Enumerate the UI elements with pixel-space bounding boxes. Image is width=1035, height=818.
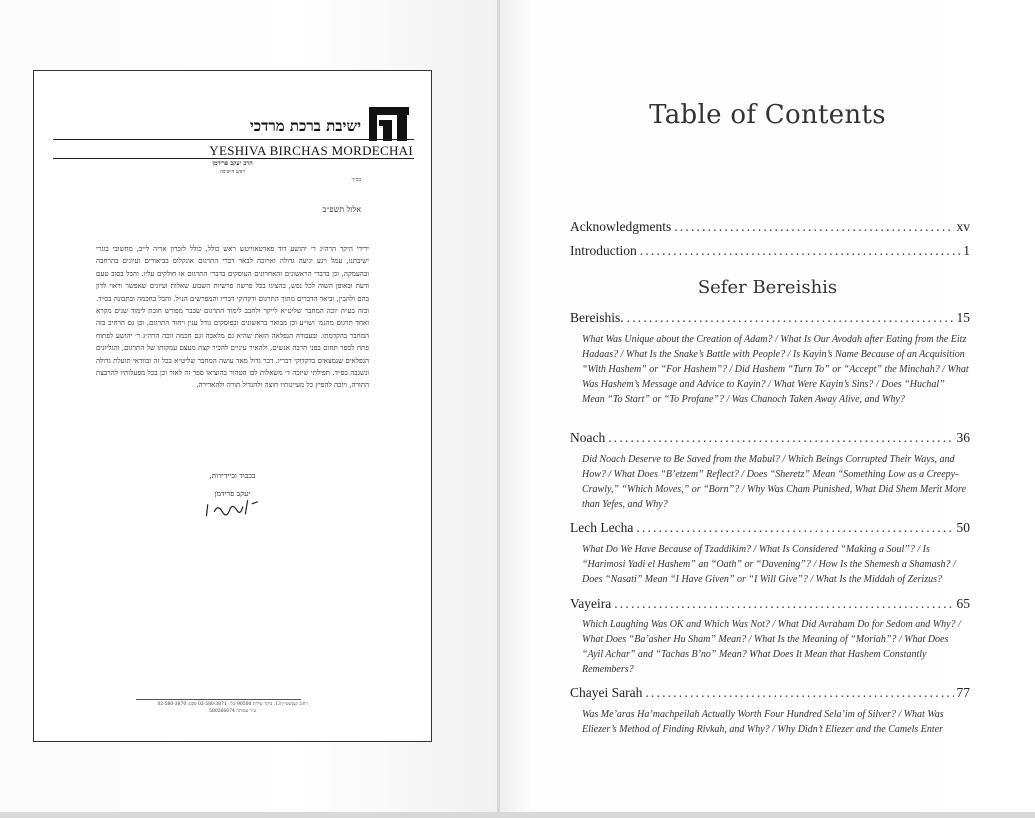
toc-entry-page: 15 (956, 310, 970, 325)
toc-entry-noach[interactable] (570, 430, 970, 446)
toc-description-noach: Did Noach Deserve to Be Saved from the Mabul? / Which Beings Corrupted Their Ways, and How? / What Does “B’etzem” Reflect? / Does “Sheretz” Mean “Something Low as a Creepy-Crawly,” “Which Moves,” or “Born”? / Why Was Cham Punished, What Did Shem Merit More than Yefes, and Why? (582, 454, 966, 510)
letter-footer-address: רחוב קצנשטיין 13, ביתר עילית 90500 טל׳: 02-580-3871 פקס: 02-580-3870 (157, 702, 308, 707)
toc-title: Table of Contents (649, 100, 886, 130)
toc-entry-lech-lecha[interactable] (570, 520, 970, 536)
footer-rule (136, 699, 301, 700)
toc-description-vayeira: Which Laughing Was OK and Which Was Not? / What Did Avraham Do for Sedom and Why? / What Does “Ba’asher Hu Sham” Mean? / What Is the Meaning of “Moriah”? / What Does “Ayil Achar” and “Tachas B’no” Mean? What Does It Mean that Hashem Constantly Remembers? (582, 619, 961, 675)
letterhead-rule-bottom (53, 158, 414, 159)
dot-leader (640, 243, 961, 259)
rav-block (34, 160, 431, 176)
toc-entry-label: Chayei Sarah (570, 685, 643, 700)
letter-signer: יעקב פרידמן (214, 489, 251, 498)
toc-entry-page: 77 (956, 685, 970, 700)
section-title: Sefer Bereishis (697, 277, 838, 298)
toc-entry-vayeira[interactable] (570, 596, 970, 612)
page-bottom-edge (0, 812, 1035, 818)
left-page (0, 0, 497, 812)
hebrew-yeshiva-name: ישיבת ברכת מרדכי (249, 117, 361, 135)
toc-entry-page: 1 (963, 243, 970, 258)
toc-entry-page: 65 (956, 596, 970, 611)
handwritten-signature (201, 495, 262, 520)
dot-leader (608, 430, 953, 446)
toc-entry-page: xv (956, 219, 970, 234)
toc-description-bereishis: What Was Unique about the Creation of Adam? / What Is Our Avodah after Eating from the Eitz Hadaas? / What Is the Snake’s Battle with People? / Is Kayin’s Name Because of an Acquisition “With Hashem” or “For Hashem”? / Did Hashem “Turn To” or “Accept” the Minchah? / What Was Hashem’s Message and Advice to Kayin? / What Were Kayin’s Sins? / Does “Huchal” Mean “To Start” or “To Profane”? / Was Chanoch Taken Away Alive, and Why? (582, 334, 969, 405)
letter-closing: בכבוד וביידידות, (209, 471, 256, 480)
toc-entry-bereishis[interactable] (570, 310, 970, 326)
dot-leader (645, 685, 953, 701)
toc-entry-page: 36 (956, 430, 970, 445)
toc-entry-label: Acknowledgments (570, 219, 672, 234)
letterhead-rule-top (53, 139, 414, 140)
letter-footer-amuta: ע״ר עמותה 580266674 (209, 709, 256, 714)
dot-leader (627, 310, 954, 326)
yeshiva-logo (367, 103, 413, 143)
toc-entry-label: Vayeira (570, 596, 612, 611)
approbation-letter (33, 70, 432, 742)
toc-entry-label: Introduction (570, 243, 637, 258)
toc-description-chayei-sarah: Was Me’aras Ha’machpeilah Actually Worth Four Hundred Sela’im of Silver? / What Was Eliezer’s Method of Finding Rivkah, and Why? / Why Didn’t Eliezer and the Camels Enter (582, 709, 944, 735)
right-page (500, 0, 1035, 812)
toc-entry-label: Lech Lecha (570, 520, 634, 535)
dot-leader (636, 520, 953, 536)
toc-entry-acknowledgments[interactable] (570, 219, 970, 235)
letter-date: אלול תשפ״ב (322, 205, 361, 214)
dot-leader (614, 596, 953, 612)
toc-entry-page: 50 (956, 520, 970, 535)
rav-name: הרב יעקב פרידמן (212, 160, 253, 167)
bsd-mark: בס״ד (351, 177, 361, 183)
letter-body: ידידי היקר הרה״ג ר׳ יהושע דוד פארטאוויטש ראש כולל, כולל לזכרון אריה לייב, מחשובי בוגרי ישיבתנו, עמל ויגע יגיעה גדולה וארוכה לבאר דברי התרגום אונקלוס בביאורים ועיונים בהרחבה ובהעמקה, וכן בדברי הראשונים והאחרונים העוסקים בדברי התרגום או חולקים עליו. והכל בסוב טעם ודעת ובאופן השוה לכל נפש, בהציגו בכל פרשה פרשיות השבוע שאלות ועיונים שאפשר וראוי לדון בהם ולהבין, וביאר הדברים מתוך התרגום ודקדוקי דבריו והמפרשים הנ״ל. והכל בחכמה ובתבונה בס״ד. ובזה בע״ה יוכה המחבר שליט״א לייקר ולחבב לימוד התרגום שכבר מפורש חובת לימוד שנים מקרא ואחד תרגום מהגמ׳ ושו״ע וכן מבואר בראשונים ובפוסקים גודל ענין ויחוד התרגום, וכן גם הרחיב בזה המחבר בהקדמתו. ובעבודה הנפלאה הזאת שהיא גם מלאכה וגם חכמה זוכה הרה״ג ר׳ יהושע לפתוח פתח לספר תחום בפני הרבה אנשים, ולהאיר עיניים להכיר קצת מעצם עמקותו של התרגום, והגליונים הנפלאים שנמצאים בדקדוקי דבריו. דבר גדול מאד עושה המחבר שליט״א בכל זה ובוודאי תועלת גדולה ונשגבה בס״ד. תפילתי שיזכה ד׳ משאלות לבו הטהור בהוציאו ספר זה לאור וכן בכל מפעלותיו להרבצת התורה, ויזכה להפיץ כל מעיינותיו חוצה ולהגדיל תורה ולהאדירה. (96, 245, 369, 390)
toc-entry-chayei-sarah[interactable] (570, 685, 970, 701)
toc-entry-label: Noach (570, 430, 606, 445)
toc-entry-introduction[interactable] (570, 243, 970, 259)
toc-entry-label: Bereishis. (570, 310, 624, 325)
rav-title: ראש הישיבה (220, 169, 245, 175)
dot-leader (674, 219, 953, 235)
english-yeshiva-name: YESHIVA BIRCHAS MORDECHAI (209, 143, 413, 158)
toc-description-lech-lecha: What Do We Have Because of Tzaddikim? / What Is Considered “Making a Soul”? / Is “Harimosi Yadi el Hashem” an “Oath” or “Davening”? / How Is the Shemesh a Shamash? / Does “Nasati” Mean “I Have Given” or “I Will Give”? / What Is the Middah of Zerizus? (582, 544, 956, 585)
